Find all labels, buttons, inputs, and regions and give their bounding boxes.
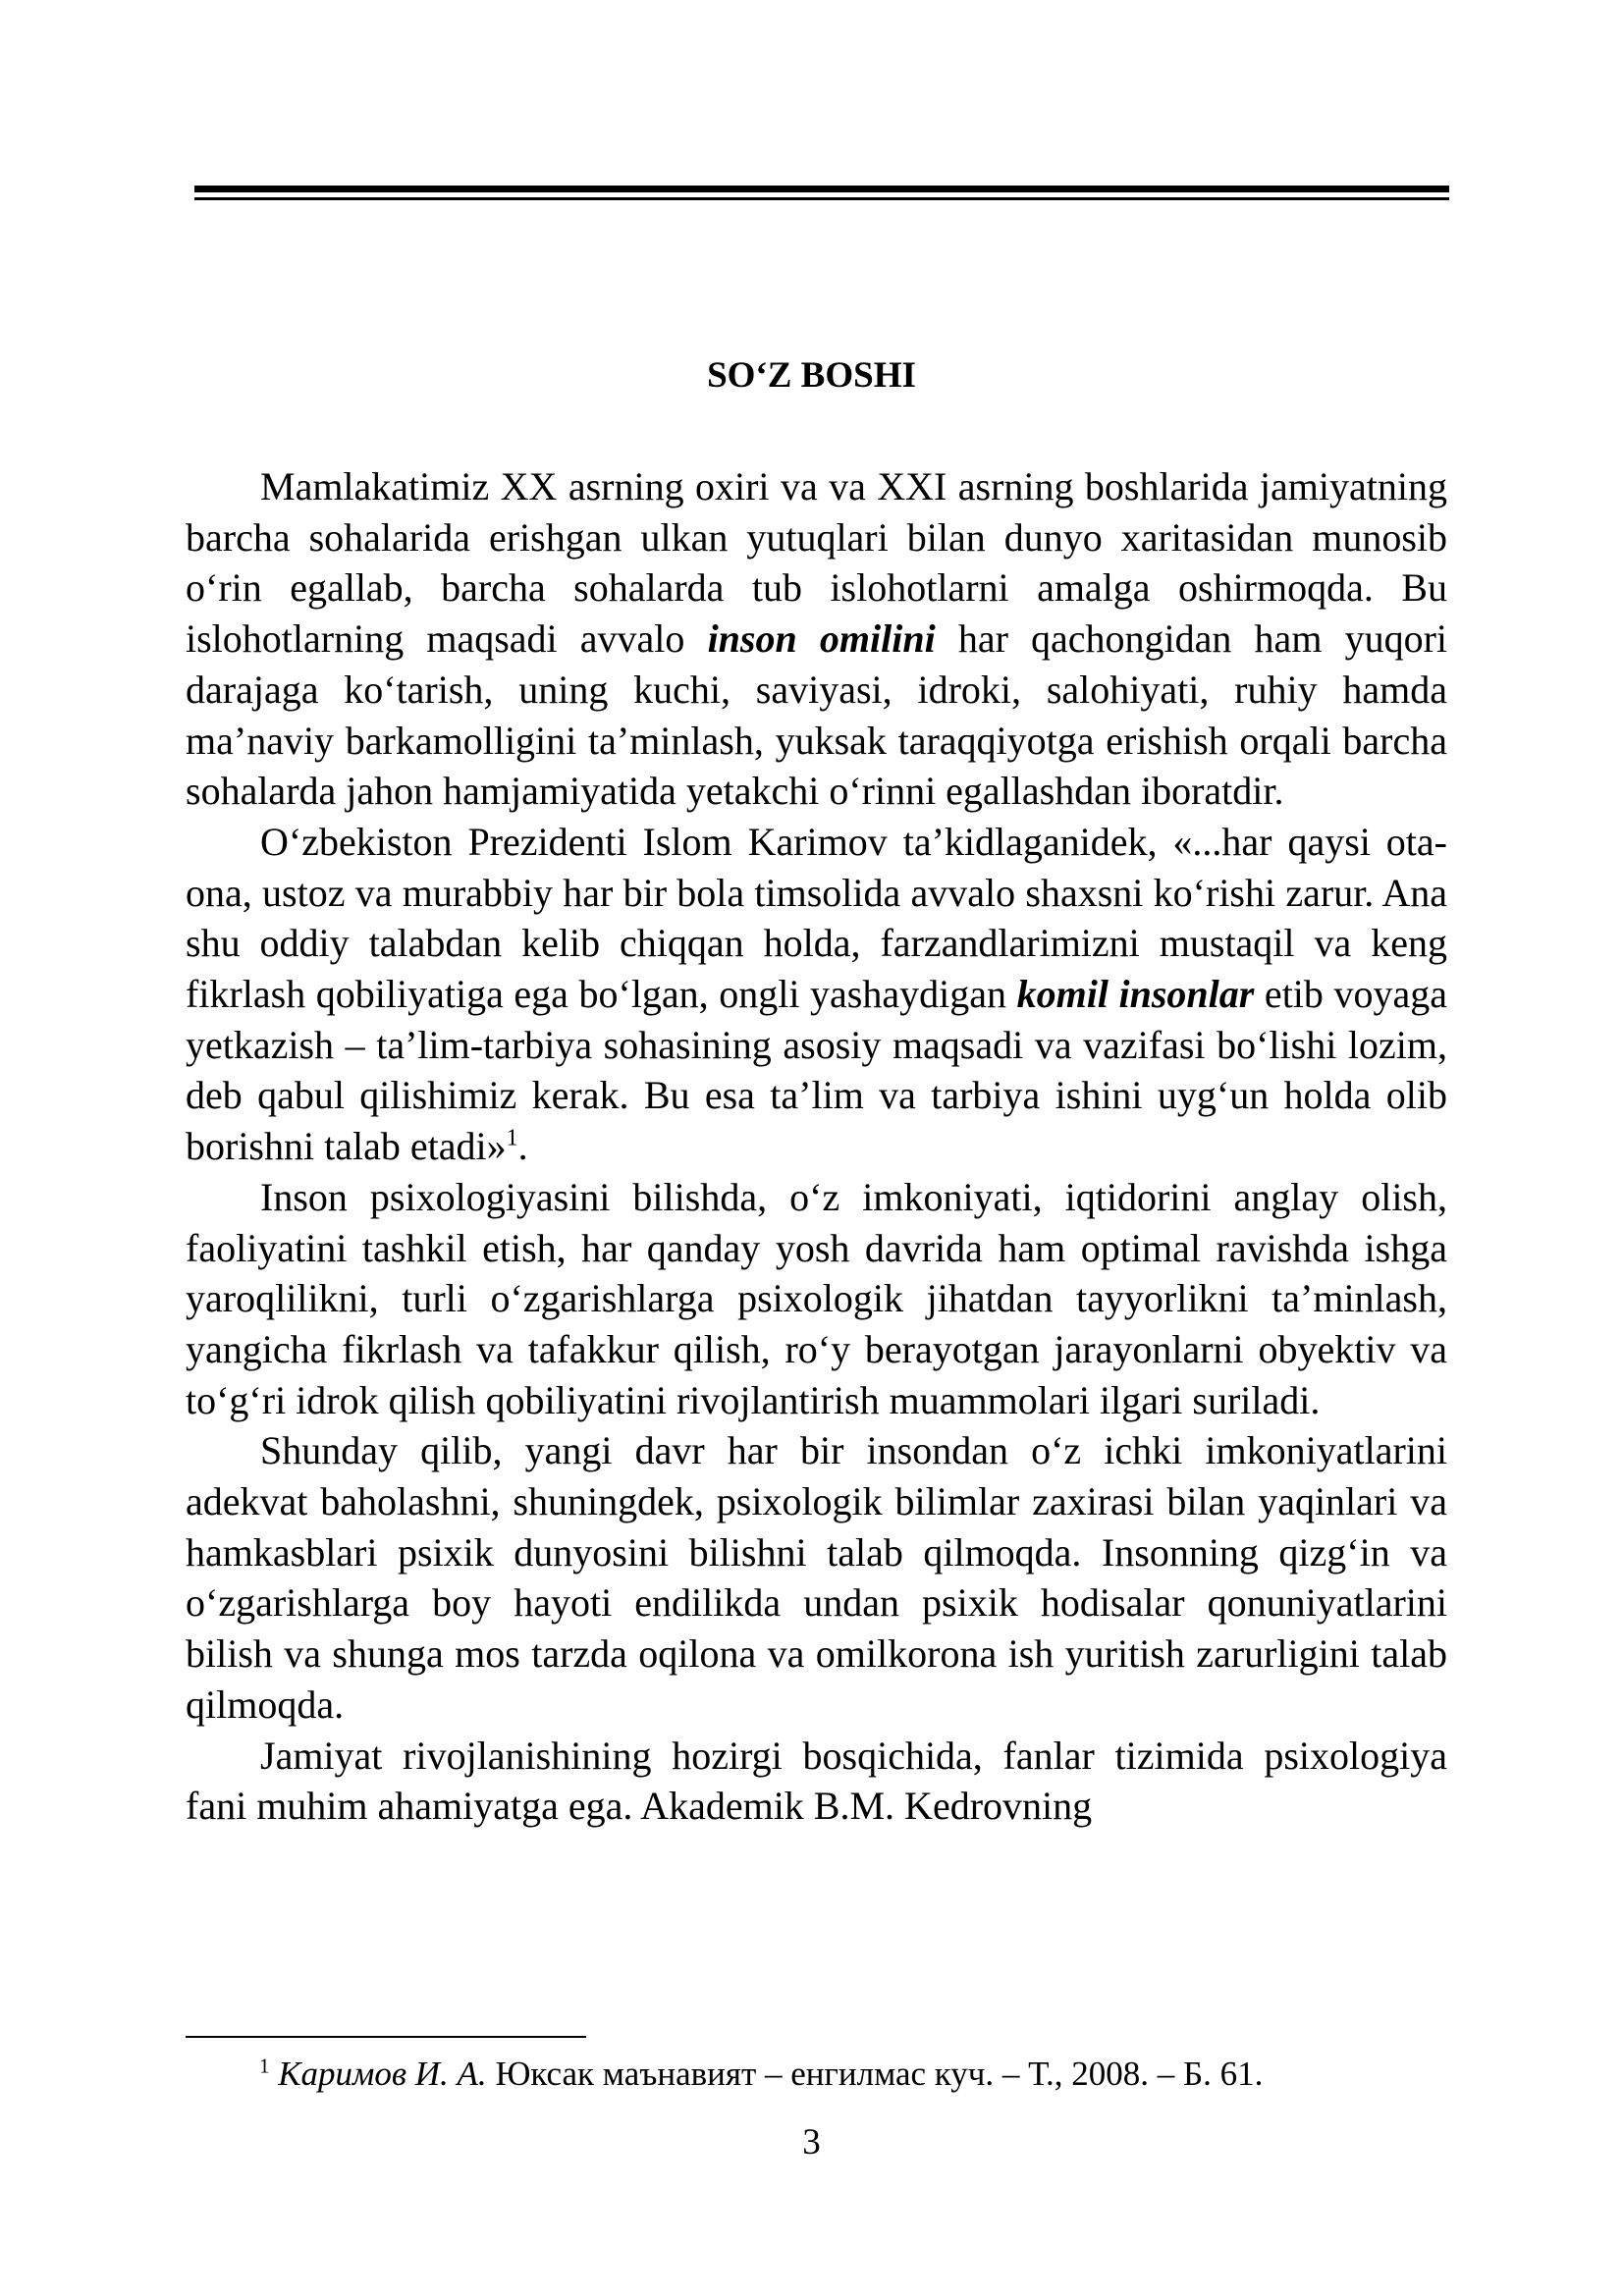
paragraph-1-text-a: Mamlakatimiz XX asrning oxiri va va XXI asrning boshlarida jamiyatning barcha sohalarida erishgan ulkan yutuqlari bilan dunyo xaritasidan munosib o‘rin egallab, barcha sohalarda tub islohotlarni amalga oshirmoqda. Bu islohotlarning maqsadi avvalo	[186, 464, 1447, 662]
footnote	[259, 2052, 1437, 2097]
paragraph-5: Jamiyat rivojlanishining hozirgi bosqichida, fanlar tizimida psixologiya fani muhim ahamiyatga ega. Akademik B.M. Kedrovning	[186, 1733, 1447, 1829]
paragraph-1	[186, 461, 1447, 817]
paragraph-2-text-end: .	[517, 1124, 528, 1169]
paragraph-2-emphasis: komil insonlar	[1016, 972, 1255, 1017]
footnote-text: Юксак маънавият – енгилмас куч. – Т., 2008. – Б. 61.	[486, 2055, 1264, 2093]
footnote-separator	[186, 2036, 586, 2038]
paragraph-1-text-b: har qachongidan ham yuqori darajaga ko‘tarish, uning kuchi, saviyasi, idroki, salohiyati, ruhiy hamda ma’naviy barkamolligini ta’minlash, yuksak taraqqiyotga erishish orqali barcha sohalarda jahon hamjamiyatida yetakchi o‘rinni egallashdan iboratdir.	[186, 616, 1447, 814]
header-rule-thick	[194, 186, 1449, 192]
paragraph-3: Inson psixologiyasini bilishda, o‘z imkoniyati, iqtidorini anglay olish, faoliyatini tashkil etish, har qanday yosh davrida ham optimal ravishda ishga yaroqlilikni, turli o‘zgarishlarga psixologik jihatdan tayyorlikni ta’minlash, yangicha fikrlash va tafakkur qilish, ro‘y berayotgan jarayonlarni obyektiv va to‘g‘ri idrok qilish qobiliyatini rivojlantirish muammolari ilgari suriladi.	[186, 1174, 1447, 1422]
paragraph-1-emphasis: inson omilini	[707, 616, 936, 662]
header-rule-thin	[194, 197, 1449, 200]
footnote-reference: 1	[506, 1125, 518, 1151]
footnote-author: Каримов И. А.	[278, 2055, 487, 2093]
paragraph-2	[186, 817, 1447, 1172]
page-number: 3	[802, 2122, 821, 2163]
page-title: SO‘Z BOSHI	[707, 355, 916, 396]
paragraph-2-text-a: O‘zbekiston Prezidenti Islom Karimov ta’kidlaganidek, «...har qaysi ota-ona, ustoz va murabbiy har bir bola timsolida avvalo shaxsni ko‘rishi zarur. Ana shu oddiy talabdan kelib chiqqan holda, farzandlarimizni mustaqil va keng fikrlash qobiliyatiga ega bo‘lgan, ongli yashaydigan	[186, 819, 1447, 1017]
paragraph-4: Shunday qilib, yangi davr har bir insondan o‘z ichki imkoniyatlarini adekvat baholashni, shuningdek, psixologik bilimlar zaxirasi bilan yaqinlari va hamkasblari psixik dunyosini bilishni talab qilmoqda. Insonning qizg‘in va o‘zgarishlarga boy hayoti endilikda undan psixik hodisalar qonuniyatlarini bilish va shunga mos tarzda oqilona va omilkorona ish yuritish zarurligini talab qilmoqda.	[186, 1428, 1447, 1727]
body-text	[186, 461, 1447, 1832]
footnote-mark: 1	[259, 2054, 270, 2078]
paragraph-2-text-b: etib voyaga yetkazish – ta’lim-tarbiya sohasining asosiy maqsadi va vazifasi bo‘lishi lozim, deb qabul qilishimiz kerak. Bu esa ta’lim va tarbiya ishini uyg‘un holda olib borishni talab etadi»	[186, 972, 1447, 1169]
